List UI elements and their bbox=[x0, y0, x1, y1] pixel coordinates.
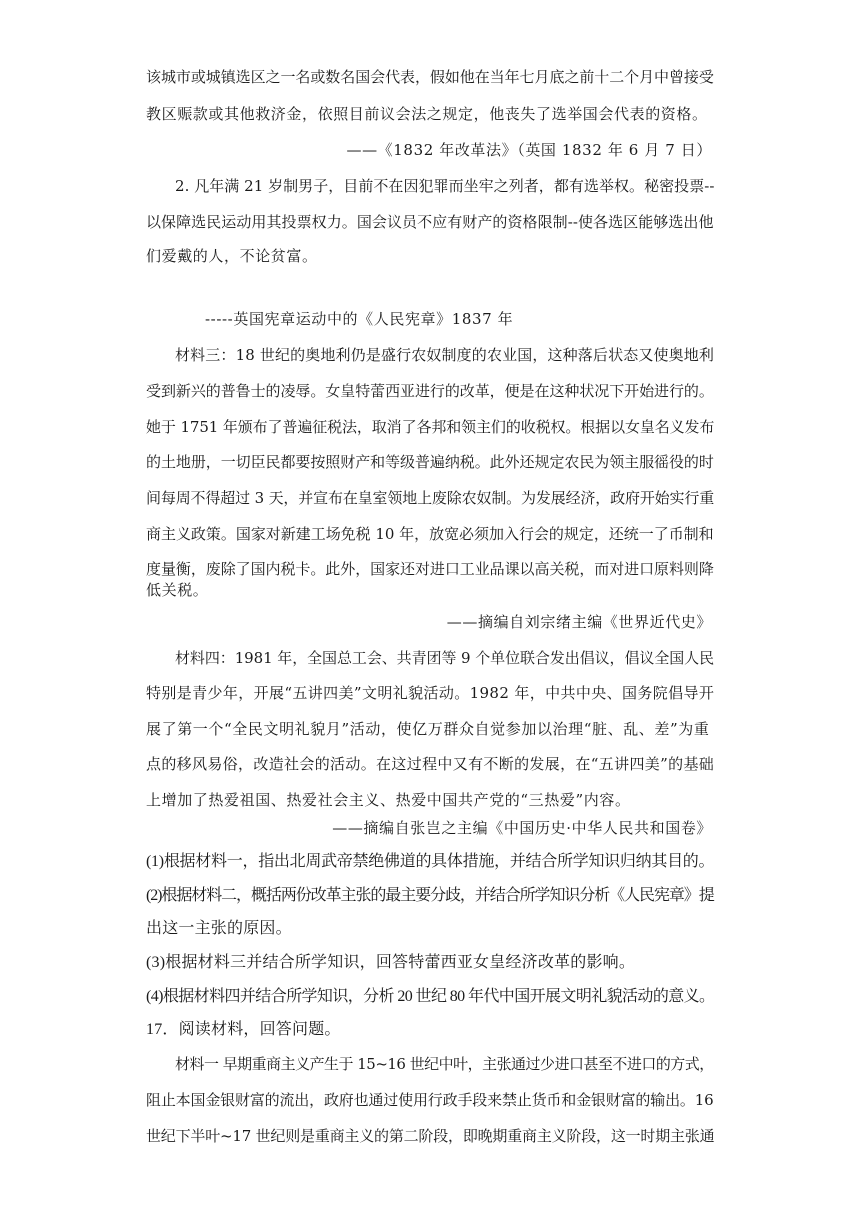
text-line: 度量衡，废除了国内税卡。此外，国家还对进口工业品课以高关税，而对进口原料则降 bbox=[146, 560, 714, 578]
text-line: 该城市或城镇选区之一名或数名国会代表，假如他在当年七月底之前十二个月中曾接受 bbox=[146, 68, 714, 86]
text-line: 世纪下半叶~17 世纪则是重商主义的第二阶段，即晚期重商主义阶段，这一时期主张通 bbox=[146, 1127, 715, 1145]
question-heading: 17．阅读材料，回答问题。 bbox=[146, 1021, 341, 1038]
text-line: 材料四：1981 年，全国总工会、共青团等 9 个单位联合发出倡议，倡议全国人民 bbox=[175, 649, 715, 667]
text-line: 材料三：18 世纪的奥地利仍是盛行农奴制度的农业国，这种落后状态又使奥地利 bbox=[175, 346, 715, 364]
citation: ——《1832 年改革法》（英国 1832 年 6 月 7 日） bbox=[346, 141, 712, 159]
text-line: 间每周不得超过 3 天，并宣布在皇室领地上废除农奴制。为发展经济，政府开始实行重 bbox=[146, 489, 715, 507]
text-line: 阻止本国金银财富的流出，政府也通过使用行政手段来禁止货币和金银财富的输出。16 bbox=[146, 1091, 714, 1109]
text-line: 她于 1751 年颁布了普遍征税法，取消了各邦和领主们的收税权。根据以女皇名义发布 bbox=[146, 418, 715, 436]
citation: ——摘编自张岂之主编《中国历史·中华人民共和国卷》 bbox=[332, 819, 712, 837]
text-line: 教区赈款或其他救济金，依照目前议会法之规定，他丧失了选举国会代表的资格。 bbox=[146, 105, 708, 123]
question: (3)根据材料三并结合所学知识，回答特蕾西亚女皇经济改革的影响。 bbox=[146, 954, 636, 971]
citation: ——摘编自刘宗绪主编《世界近代史》 bbox=[446, 613, 712, 631]
text-line: 以保障选民运动用其投票权力。国会议员不应有财产的资格限制--使各选区能够选出他 bbox=[146, 213, 714, 231]
question: (1)根据材料一，指出北周武帝禁绝佛道的具体措施，并结合所学知识归纳其目的。 bbox=[146, 853, 715, 870]
text-line: 的土地册，一切臣民都要按照财产和等级普遍纳税。此外还规定农民为领主服徭役的时 bbox=[146, 453, 714, 471]
citation: -----英国宪章运动中的《人民宪章》1837 年 bbox=[205, 310, 514, 328]
question: (4)根据材料四并结合所学知识，分析 20 世纪 80 年代中国开展文明礼貌活动的意义。 bbox=[146, 988, 715, 1005]
text-line: 点的移风易俗，改造社会的活动。在这过程中又有不断的发展，在“五讲四美”的基础 bbox=[146, 755, 715, 773]
text-line: 上增加了热爱祖国、热爱社会主义、热爱中国共产党的“三热爱”内容。 bbox=[146, 791, 631, 809]
question: (2)根据材料二，概括两份改革主张的最主要分歧，并结合所学知识分析《人民宪章》提 bbox=[146, 887, 714, 904]
text-line: 低关税。 bbox=[146, 581, 209, 599]
text-line: 商主义政策。国家对新建工场免税 10 年，放宽必须加入行会的规定，还统一了币制和 bbox=[146, 525, 714, 543]
text-line: 特别是青少年，开展“五讲四美”文明礼貌活动。1982 年，中共中央、国务院倡导开 bbox=[146, 684, 715, 702]
question: 出这一主张的原因。 bbox=[146, 920, 292, 937]
text-line: 2. 凡年满 21 岁制男子，目前不在因犯罪而坐牢之列者，都有选举权。秘密投票-- bbox=[175, 177, 715, 195]
text-line: 受到新兴的普鲁士的凌辱。女皇特蕾西亚进行的改革，便是在这种状况下开始进行的。 bbox=[146, 382, 714, 400]
text-line: 展了第一个“全民文明礼貌月”活动，使亿万群众自觉参加以治理“脏、乱、差”为重 bbox=[146, 720, 710, 738]
text-line: 材料一 早期重商主义产生于 15~16 世纪中叶，主张通过少进口甚至不进口的方式， bbox=[175, 1055, 714, 1073]
text-line: 们爱戴的人，不论贫富。 bbox=[146, 247, 318, 265]
